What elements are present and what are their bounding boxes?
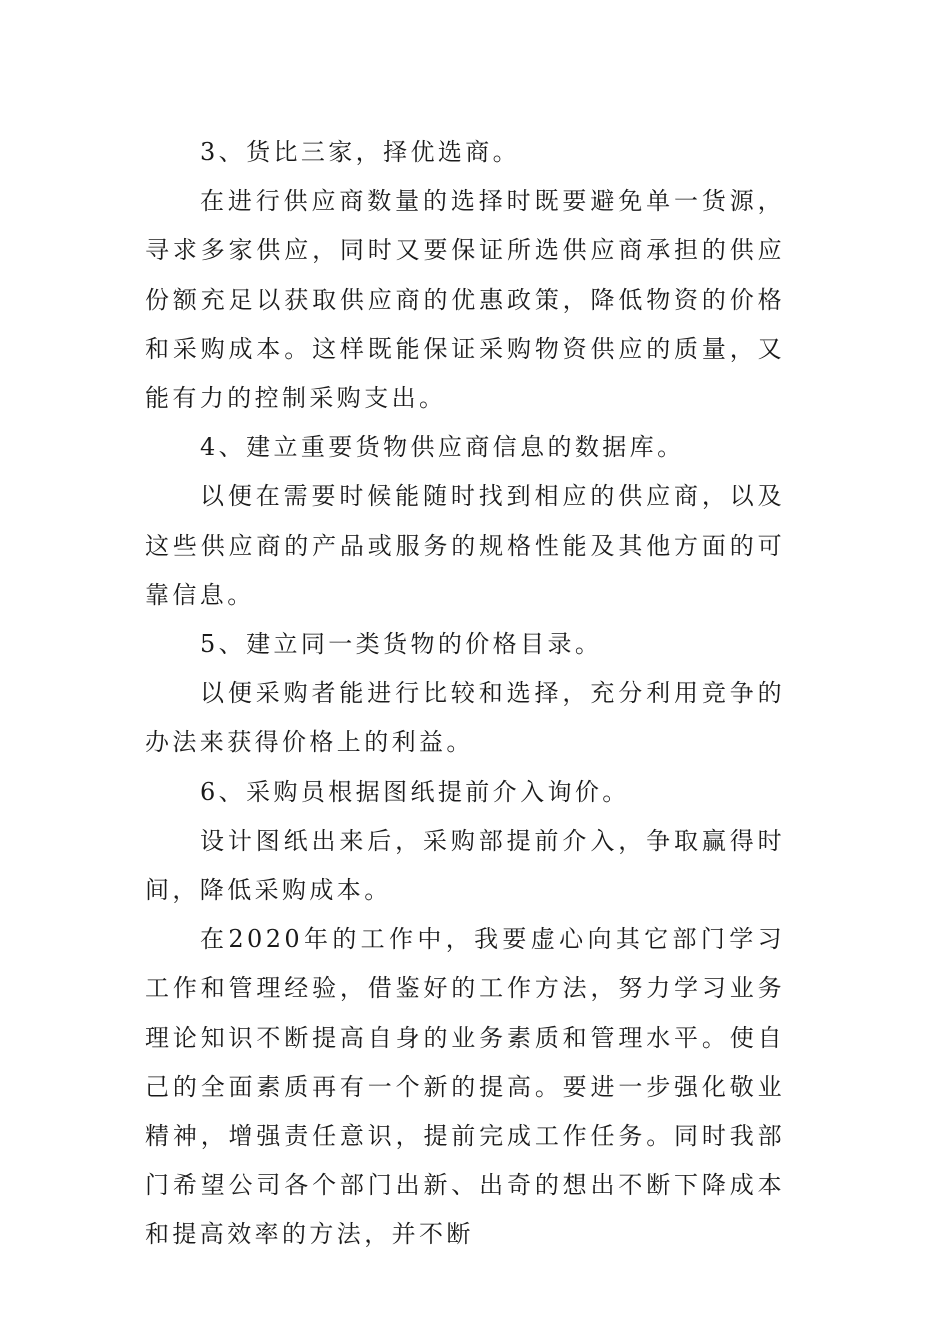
body-paragraph-database: 以便在需要时候能随时找到相应的供应商，以及这些供应商的产品或服务的规格性能及其他方面的可靠信息。 [145,482,785,609]
body-paragraph-work-plan: 在2020年的工作中，我要虚心向其它部门学习工作和管理经验，借鉴好的工作方法，努力学习业务理论知识不断提高自身的业务素质和管理水平。使自己的全面素质再有一个新的提高。要进一步强化敬业精神，增强责任意识，提前完成工作任务。同时我部门希望公司各个部门出新、出奇的想出不断下降成本和提高效率的方法，并不断 [145,925,785,1249]
heading-item-5: 5、建立同一类货物的价格目录。 [200,630,603,659]
document-page [145,128,785,1260]
body-paragraph-drawings: 设计图纸出来后，采购部提前介入，争取赢得时间，降低采购成本。 [145,826,785,905]
body-paragraph-supplier-quantity: 在进行供应商数量的选择时既要避免单一货源，寻求多家供应，同时又要保证所选供应商承担的供应份额充足以获取供应商的优惠政策，降低物资的价格和采购成本。这样既能保证采购物资供应的质量，又能有力的控制采购支出。 [145,187,785,413]
heading-item-4: 4、建立重要货物供应商信息的数据库。 [200,433,685,462]
heading-item-3: 3、货比三家，择优选商。 [200,138,521,166]
body-paragraph-price-catalog: 以便采购者能进行比较和选择，充分利用竞争的办法来获得价格上的利益。 [145,679,785,757]
heading-item-6: 6、采购员根据图纸提前介入询价。 [200,777,630,806]
